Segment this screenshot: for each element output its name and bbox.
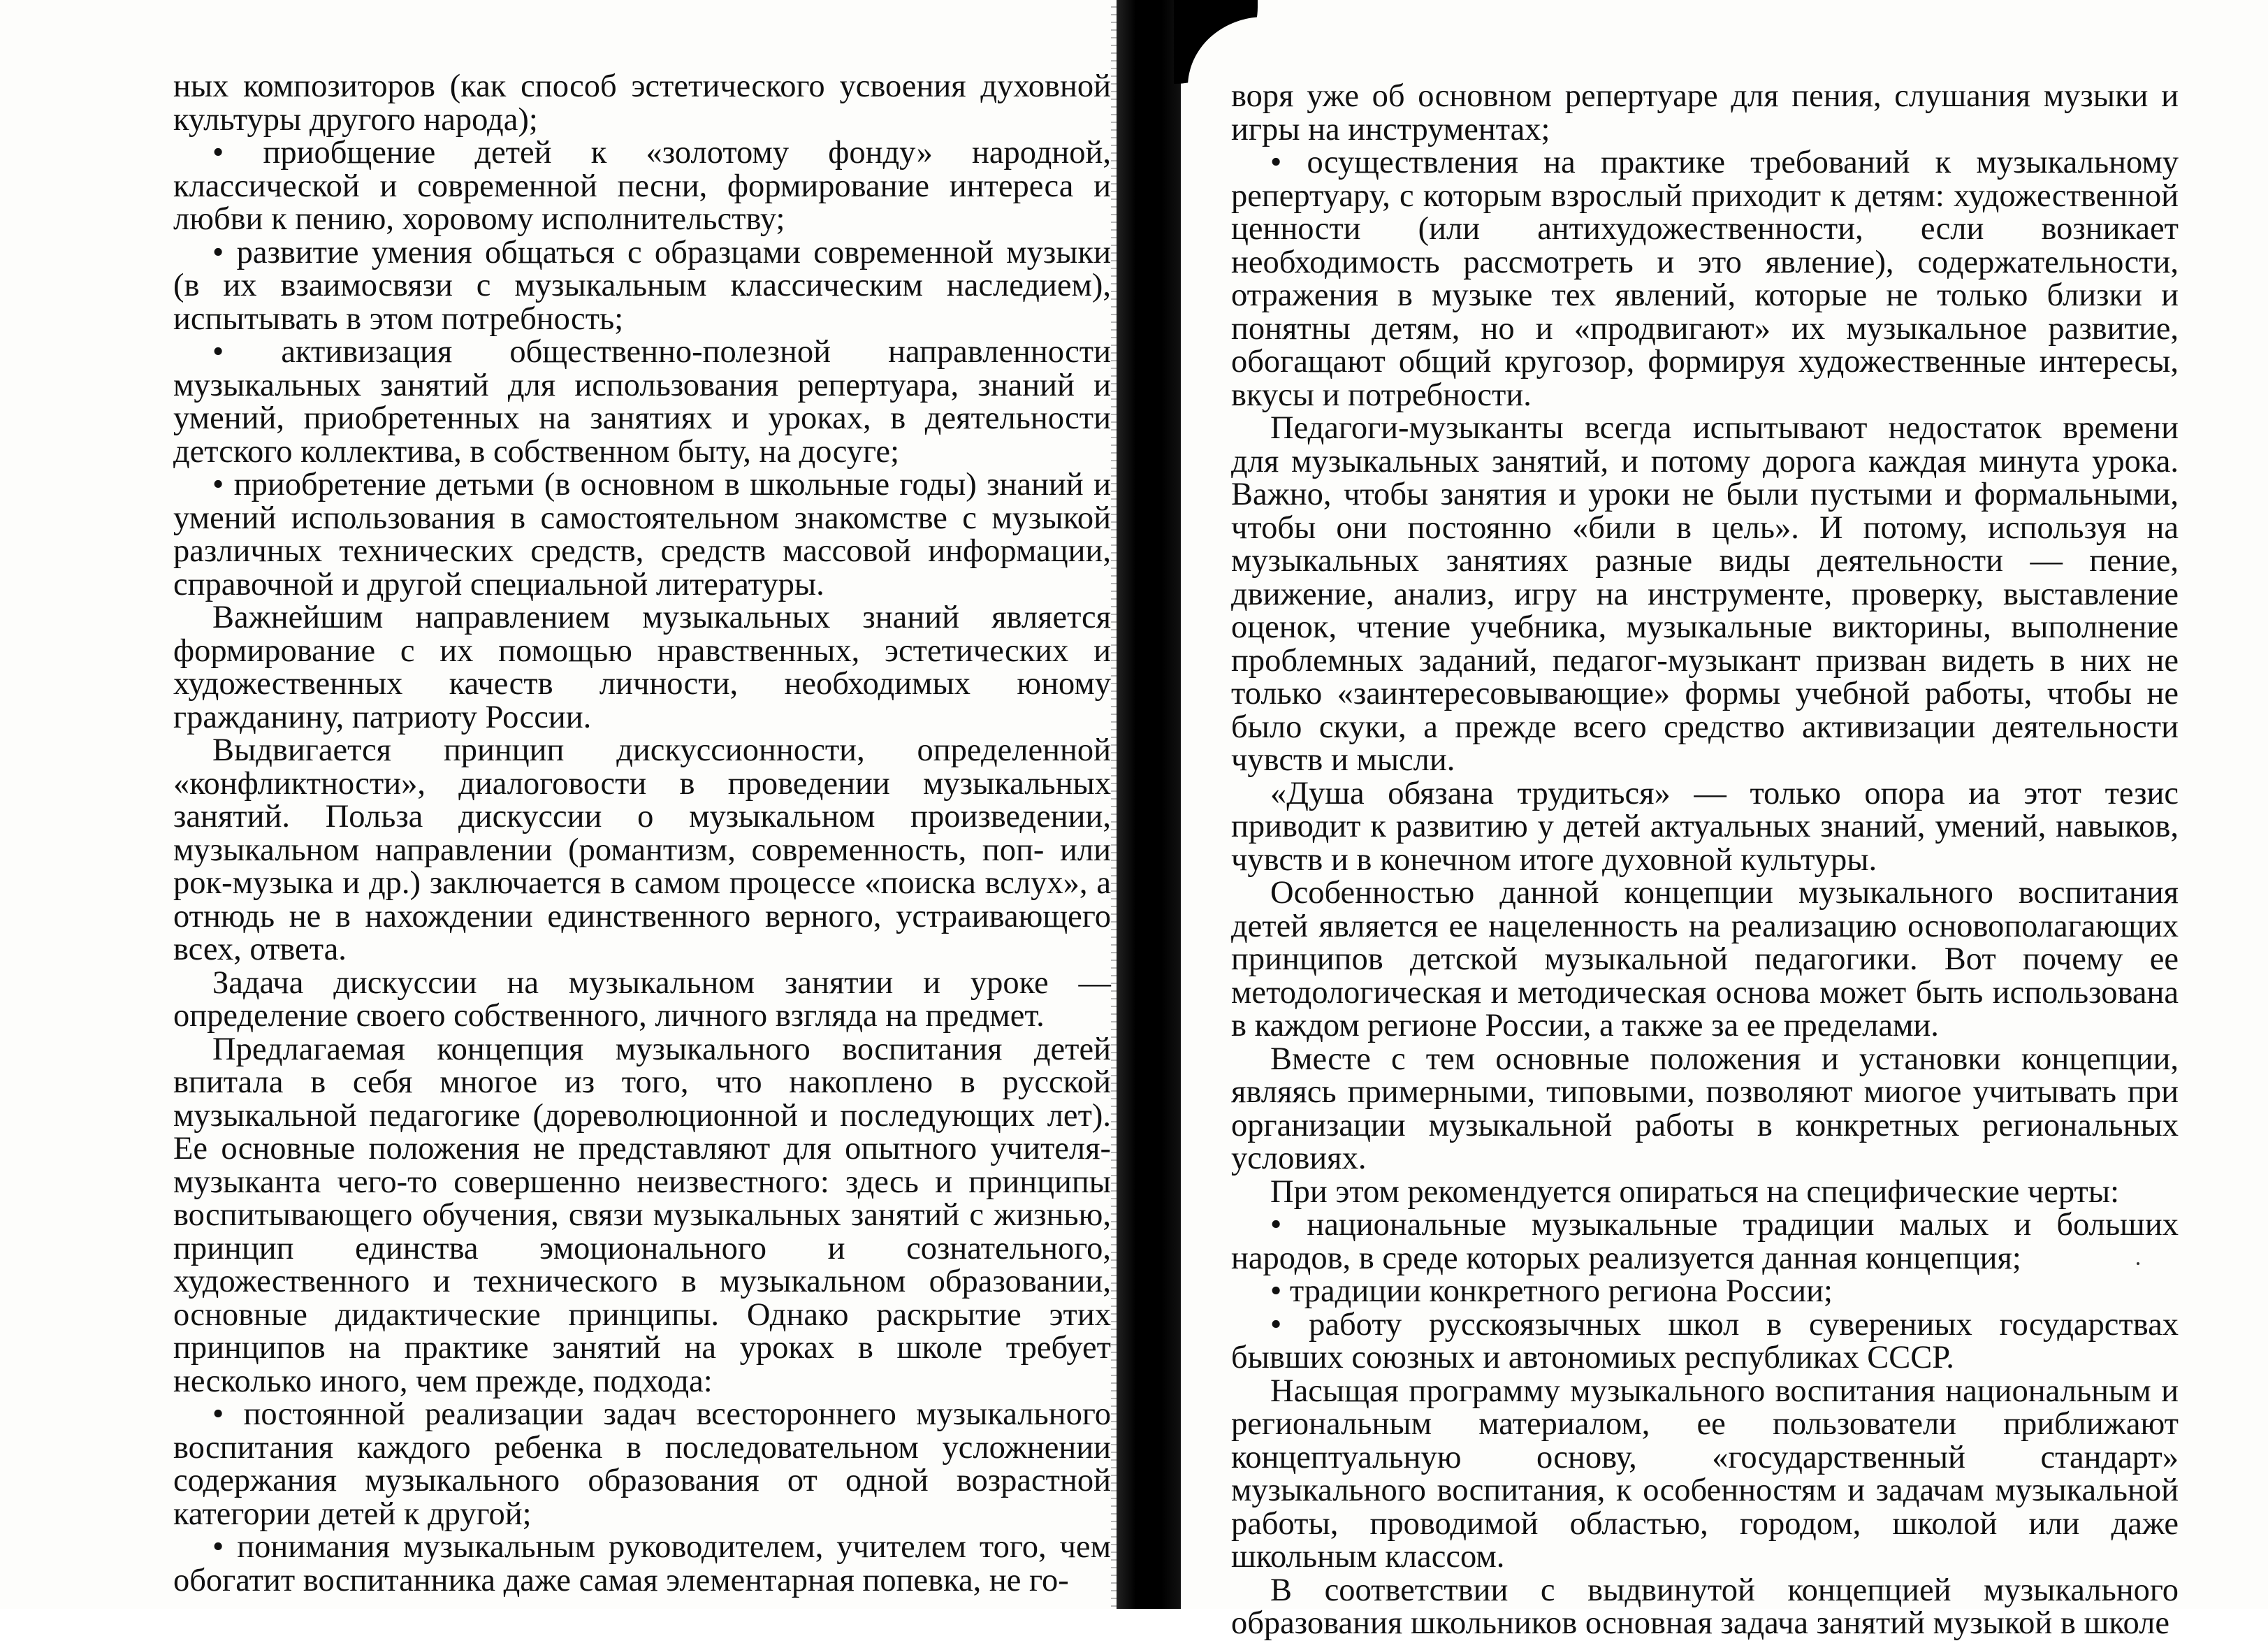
right-bullet-russian-schools: • работу русскоязычных школ в суверениых государствах бывших союзных и автономиых республиках СССР. [1231, 1306, 2179, 1375]
right-bullet-national-traditions: • национальные музыкальные традиции малых и больших народов, в среде которых реализуется данная концепция; [1231, 1207, 2179, 1276]
right-bullet-repertoire-requirements: • осуществления на практике требований к музыкальному репертуару, с которым взрослый приходит к детям: художественной ценности (или антихудожественности, если возникает необходимость рассмотреть и это явление), содержательности, отражения в музыке тех явлений, которые не только близки и понятны детям, но и «продвигают» их музыкальное развитие, обогащают общий кругозор, формируя художественные интересы, вкусы и потребности. [1231, 145, 2179, 413]
right-paragraph-regional: Вместе с тем основные положения и установки концепции, являясь примерными, типовыми, позволяют миогое учитывать при организации музыкальной работы в конкретных региональных условиях. [1231, 1041, 2179, 1176]
right-paragraph-concept-feature: Особенностью данной концепции музыкального воспитания детей является ее нацеленность на реализацию основополагающих принципов детской музыкальной педагогики. Вот почему ее методологическая и методическая основа может быть использована в каждом регионе России, а также за ее пределами. [1231, 875, 2179, 1043]
right-paragraph-time-shortage: Педагоги-музыканты всегда испытывают недостаток времени для музыкальных занятий, и потому дорога каждая минута урока. Важно, чтобы занятия и уроки не были пустыми и формальными, чтобы они постоянно «били в цель». И потому, используя на музыкальных занятиях разные виды деятельности — пение, движение, анализ, игру на инструменте, проверку, выставление оценок, чтение учебника, музыкальные викторины, выполнение проблемных заданий, педагог-музыкант призван видеть в них не только «заинтересовывающие» формы учебной работы, чтобы не было скуки, а прежде всего средство активизации деятельности чувств и мысли. [1231, 410, 2179, 778]
left-paragraph-discussion-principle: Выдвигается принцип дискуссионности, определенной «конфликтности», диалоговости в проведении музыкальных занятий. Польза дискуссии о музыкальном произведении, музыкальном направлении (романтизм, современность, поп- или рок-музыка и др.) заключается в самом процессе «поиска вслух», а отнюдь не в нахождении единственного верного, устраивающего всех, ответа. [173, 732, 1111, 967]
right-paragraph-soul-must-work: «Душа обязана трудиться» — только опора иа этот тезис приводит к развитию у детей актуальных знаний, умений, навыков, чувств и в конечном итоге духовной культуры. [1231, 775, 2179, 878]
left-bullet-technical-means: • приобретение детьми (в основном в школьные годы) знаний и умений использования в самостоятельном знакомстве с музыкой различных технических средств, средств массовой информации, справочной и другой специальной литературы. [173, 467, 1111, 602]
left-paragraph-discussion-task: Задача дискуссии на музыкальном занятии и уроке — определение своего собственного, личного взгляда на предмет. [173, 964, 1111, 1034]
left-page [173, 70, 1111, 1597]
right-paragraph-main-task: В соответствии с выдвинутой концепцией музыкального образования школьников основная задача занятий музыкой в школе [1231, 1572, 2179, 1641]
left-bullet-constant-realization: • постоянной реализации задач всестороннего музыкального воспитания каждого ребенка в последовательном усложнении содержания музыкального образования от одной возрастной категории детей к другой; [173, 1396, 1111, 1532]
left-bullet-activation: • активизация общественно-полезной направленности музыкальных занятий для использования репертуара, знаний и умений, приобретенных на занятиях и уроках, в деятельности детского коллектива, в собственном быту, на досуге; [173, 334, 1111, 470]
left-bullet-golden-fund: • приобщение детей к «золотому фонду» народной, классической и современной песни, формирование интереса и любви к пению, хоровому исполнительству; [173, 135, 1111, 237]
scan-speck [2137, 1262, 2139, 1265]
book-gutter-shadow [1117, 0, 1181, 1609]
left-bullet-understanding: • понимания музыкальным руководителем, учителем того, чем обогатит воспитанника даже самая элементарная попевка, не го- [173, 1529, 1111, 1598]
right-bullet-region-traditions: • традиции конкретного региона России; [1270, 1273, 1833, 1309]
left-paragraph-important-direction: Важнейшим направлением музыкальных знаний является формирование с их помощью нравственных, эстетических и художественных качеств личности, необходимых юному гражданину, патриоту России. [173, 600, 1111, 735]
left-paragraph-1: ных композиторов (как способ эстетического усвоения духовной культуры другого народа); [173, 68, 1111, 138]
right-paragraph-specific-traits: При этом рекомендуется опираться на специфические черты: [1270, 1173, 2120, 1210]
right-paragraph-saturating-program: Насыщая программу музыкального воспитания национальным и региональным материалом, ее пользователи приближают концептуальную основу, «государственный стандарт» музыкального воспитания, к особенностям и задачам музыкальной работы, проводимой областью, городом, школой или даже школьным классом. [1231, 1373, 2179, 1575]
right-paragraph-1: воря уже об основном репертуаре для пения, слушания музыки и игры на инструментах; [1231, 78, 2179, 147]
left-paragraph-concept: Предлагаемая концепция музыкального воспитания детей впитала в себя многое из того, что накоплено в русской музыкальной педагогике (дореволюционной и последующих лет). Ее основные положения не представляют для опытного учителя-музыканта чего-то совершенно неизвестного: здесь и принципы воспитывающего обучения, связи музыкальных занятий с жизнью, принцип единства эмоционального и сознательного, художественного и технического в музыкальном образовании, основные дидактические принципы. Однако раскрытие этих принципов на практике занятий на уроках в школе требует несколько иного, чем прежде, подхода: [173, 1031, 1111, 1399]
right-page [1231, 80, 2179, 1640]
left-bullet-modern-music: • развитие умения общаться с образцами современной музыки (в их взаимосвязи с музыкальным классическим наследием), испытывать в этом потребность; [173, 234, 1111, 337]
